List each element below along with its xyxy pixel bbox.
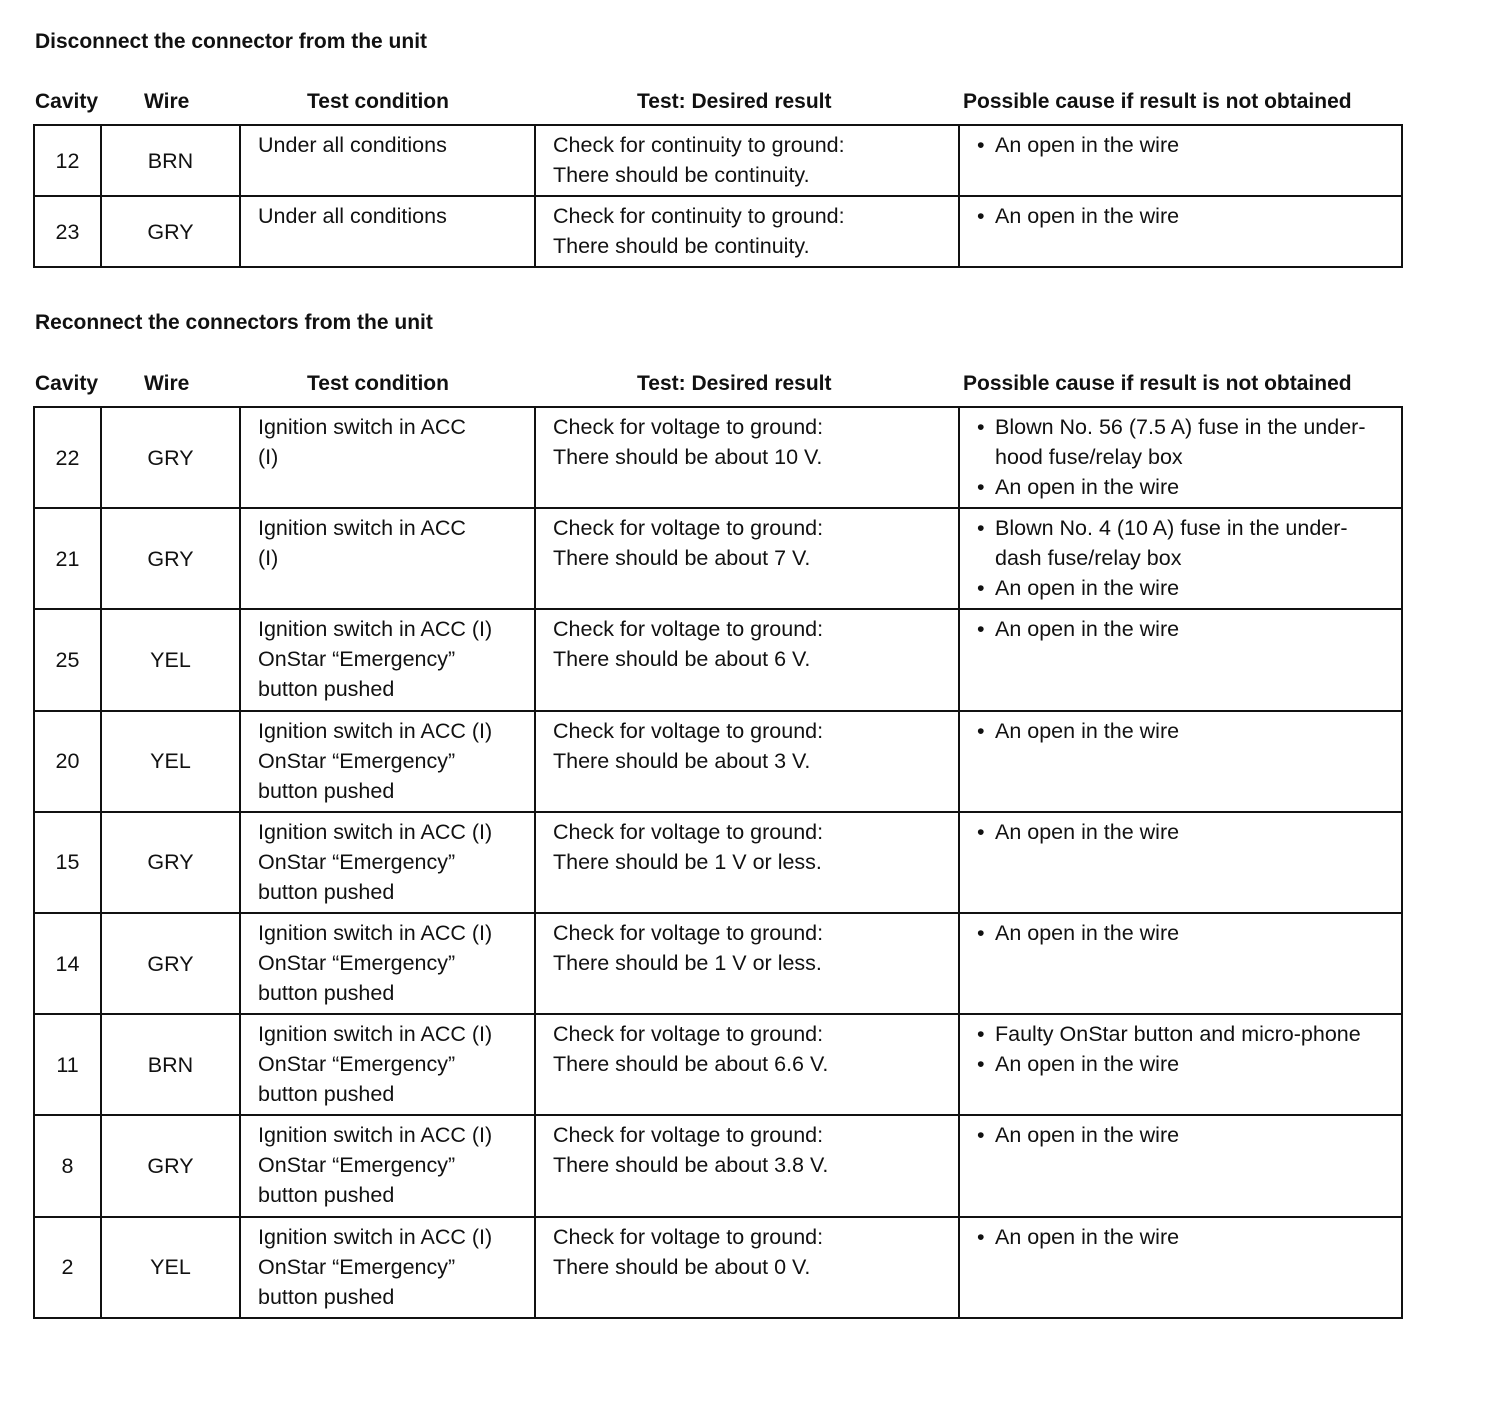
condition-line: button pushed [258, 879, 395, 904]
cause-item [977, 130, 1391, 160]
condition-cell [240, 125, 535, 196]
cause-text: An open in the wire [995, 133, 1180, 157]
column-header: Possible cause if result is not obtained [963, 372, 1352, 395]
bullet-icon: • [977, 1224, 985, 1249]
result-line: There should be 1 V or less. [553, 849, 822, 874]
wire-cell: GRY [101, 812, 240, 913]
cavity-cell: 15 [34, 812, 101, 913]
reconnect-table [33, 406, 1403, 1319]
condition-line: OnStar “Emergency” [258, 647, 456, 672]
result-line: Check for voltage to ground: [553, 415, 824, 439]
cause-text: An open in the wire [995, 920, 1180, 945]
result-line: There should be about 6 V. [553, 647, 811, 672]
condition-line: Under all conditions [258, 133, 447, 157]
condition-cell [240, 711, 535, 812]
column-header: Test condition [307, 372, 449, 395]
condition-line: OnStar “Emergency” [258, 849, 456, 874]
cause-cell [959, 913, 1402, 1014]
wire-cell: GRY [101, 196, 240, 267]
condition-cell [240, 812, 535, 913]
wire-cell: BRN [101, 125, 240, 196]
cavity-cell: 12 [34, 125, 101, 196]
cause-text: An open in the wire [995, 718, 1180, 743]
wire-cell: YEL [101, 609, 240, 710]
table-row [34, 711, 1402, 812]
cavity-cell: 8 [34, 1115, 101, 1216]
condition-line: Ignition switch in ACC (I) [258, 920, 493, 945]
condition-line: Ignition switch in ACC [258, 415, 466, 439]
wire-cell: GRY [101, 913, 240, 1014]
condition-line: button pushed [258, 1284, 395, 1309]
cause-item [977, 716, 1391, 746]
result-line: Check for voltage to ground: [553, 718, 824, 743]
result-line: There should be about 6.6 V. [553, 1052, 829, 1077]
cause-cell [959, 125, 1402, 196]
cavity-cell: 25 [34, 609, 101, 710]
wire-cell: YEL [101, 711, 240, 812]
cause-item [977, 817, 1391, 847]
result-line: Check for voltage to ground: [553, 1022, 824, 1047]
bullet-icon: • [977, 133, 985, 157]
result-line: There should be about 7 V. [553, 546, 811, 571]
condition-line: Ignition switch in ACC [258, 516, 466, 541]
cause-text: An open in the wire [995, 576, 1180, 601]
cause-item [977, 1222, 1391, 1252]
cavity-cell: 20 [34, 711, 101, 812]
condition-line: OnStar “Emergency” [258, 950, 456, 975]
result-cell [535, 1115, 959, 1216]
cause-cell [959, 508, 1402, 609]
column-header: Wire [144, 90, 190, 113]
wire-cell: YEL [101, 1217, 240, 1318]
condition-line: Ignition switch in ACC (I) [258, 819, 493, 844]
cause-item [977, 918, 1391, 948]
result-line: Check for voltage to ground: [553, 1123, 824, 1148]
bullet-icon: • [977, 475, 985, 499]
column-header: Test: Desired result [637, 90, 832, 113]
bullet-icon: • [977, 415, 985, 439]
result-line: There should be about 3 V. [553, 748, 811, 773]
cause-cell [959, 1115, 1402, 1216]
bullet-icon: • [977, 617, 985, 642]
result-cell [535, 125, 959, 196]
cause-item [977, 1049, 1391, 1079]
cause-text: Blown No. 56 (7.5 A) fuse in the under-hood fuse/relay box [995, 415, 1366, 469]
condition-line: Ignition switch in ACC (I) [258, 1224, 493, 1249]
cause-text: Blown No. 4 (10 A) fuse in the under-dash fuse/relay box [995, 516, 1348, 571]
column-header: Wire [144, 372, 190, 395]
cause-cell [959, 196, 1402, 267]
cause-text: An open in the wire [995, 475, 1180, 499]
result-cell [535, 812, 959, 913]
condition-line: OnStar “Emergency” [258, 1254, 456, 1279]
result-line: Check for voltage to ground: [553, 819, 824, 844]
result-cell [535, 196, 959, 267]
condition-line: button pushed [258, 1183, 395, 1208]
result-line: There should be continuity. [553, 234, 810, 258]
result-line: There should be 1 V or less. [553, 950, 822, 975]
result-cell [535, 913, 959, 1014]
condition-line: button pushed [258, 1082, 395, 1107]
cause-cell [959, 609, 1402, 710]
wire-cell: GRY [101, 1115, 240, 1216]
bullet-icon: • [977, 1052, 985, 1077]
cause-text: An open in the wire [995, 617, 1180, 642]
bullet-icon: • [977, 576, 985, 601]
result-line: There should be about 3.8 V. [553, 1153, 829, 1178]
condition-cell [240, 508, 535, 609]
table-row [34, 125, 1402, 196]
result-cell [535, 407, 959, 508]
bullet-icon: • [977, 819, 985, 844]
condition-cell [240, 609, 535, 710]
cause-item [977, 472, 1391, 502]
bullet-icon: • [977, 1123, 985, 1148]
table-row [34, 1014, 1402, 1115]
condition-cell [240, 1217, 535, 1318]
cause-item [977, 573, 1391, 603]
condition-cell [240, 407, 535, 508]
cause-cell [959, 1014, 1402, 1115]
table-row [34, 1115, 1402, 1216]
condition-line: (I) [258, 546, 279, 571]
cause-cell [959, 1217, 1402, 1318]
cause-item [977, 513, 1391, 573]
result-line: Check for voltage to ground: [553, 920, 824, 945]
condition-line: Ignition switch in ACC (I) [258, 1022, 493, 1047]
cavity-cell: 2 [34, 1217, 101, 1318]
column-header: Cavity [35, 372, 99, 395]
column-header: Test: Desired result [637, 372, 832, 395]
column-header: Cavity [35, 90, 99, 113]
result-line: Check for continuity to ground: [553, 204, 845, 228]
bullet-icon: • [977, 516, 985, 541]
bullet-icon: • [977, 920, 985, 945]
condition-line: Under all conditions [258, 204, 447, 228]
cavity-cell: 22 [34, 407, 101, 508]
condition-cell [240, 196, 535, 267]
condition-cell [240, 1115, 535, 1216]
condition-line: button pushed [258, 980, 395, 1005]
cause-cell [959, 812, 1402, 913]
condition-line: button pushed [258, 677, 395, 702]
cause-text: An open in the wire [995, 204, 1180, 228]
result-line: There should be about 0 V. [553, 1254, 811, 1279]
wire-cell: GRY [101, 508, 240, 609]
cause-text: An open in the wire [995, 1123, 1180, 1148]
condition-line: OnStar “Emergency” [258, 1153, 456, 1178]
cause-text: An open in the wire [995, 819, 1180, 844]
result-line: There should be about 10 V. [553, 445, 823, 469]
cause-text: Faulty OnStar button and micro-phone [995, 1022, 1361, 1047]
bullet-icon: • [977, 718, 985, 743]
table-row [34, 1217, 1402, 1318]
bullet-icon: • [977, 1022, 985, 1047]
result-cell [535, 508, 959, 609]
result-line: There should be continuity. [553, 163, 810, 187]
condition-line: (I) [258, 445, 279, 469]
table-row [34, 407, 1402, 508]
result-cell [535, 1014, 959, 1115]
cavity-cell: 14 [34, 913, 101, 1014]
wire-cell: GRY [101, 407, 240, 508]
table-row [34, 812, 1402, 913]
cause-text: An open in the wire [995, 1052, 1180, 1077]
condition-line: button pushed [258, 778, 395, 803]
cause-item [977, 614, 1391, 644]
table-row [34, 508, 1402, 609]
condition-line: OnStar “Emergency” [258, 1052, 456, 1077]
wire-cell: BRN [101, 1014, 240, 1115]
condition-line: Ignition switch in ACC (I) [258, 718, 493, 743]
result-cell [535, 1217, 959, 1318]
result-cell [535, 711, 959, 812]
cause-text: An open in the wire [995, 1224, 1180, 1249]
table-row [34, 609, 1402, 710]
condition-cell [240, 913, 535, 1014]
condition-line: Ignition switch in ACC (I) [258, 617, 493, 642]
section2-title: Reconnect the connectors from the unit [35, 311, 433, 334]
condition-line: Ignition switch in ACC (I) [258, 1123, 493, 1148]
column-header: Test condition [307, 90, 449, 113]
cavity-cell: 23 [34, 196, 101, 267]
cause-item [977, 1019, 1391, 1049]
cause-cell [959, 711, 1402, 812]
result-cell [535, 609, 959, 710]
table-row [34, 196, 1402, 267]
column-header: Possible cause if result is not obtained [963, 90, 1352, 113]
cause-item [977, 201, 1391, 231]
result-line: Check for voltage to ground: [553, 617, 824, 642]
cavity-cell: 21 [34, 508, 101, 609]
result-line: Check for voltage to ground: [553, 516, 824, 541]
cause-item [977, 412, 1391, 472]
cause-item [977, 1120, 1391, 1150]
cause-cell [959, 407, 1402, 508]
condition-cell [240, 1014, 535, 1115]
condition-line: OnStar “Emergency” [258, 748, 456, 773]
result-line: Check for voltage to ground: [553, 1224, 824, 1249]
disconnect-table [33, 124, 1403, 268]
section1-title: Disconnect the connector from the unit [35, 30, 428, 53]
table-row [34, 913, 1402, 1014]
cavity-cell: 11 [34, 1014, 101, 1115]
result-line: Check for continuity to ground: [553, 133, 845, 157]
bullet-icon: • [977, 204, 985, 228]
